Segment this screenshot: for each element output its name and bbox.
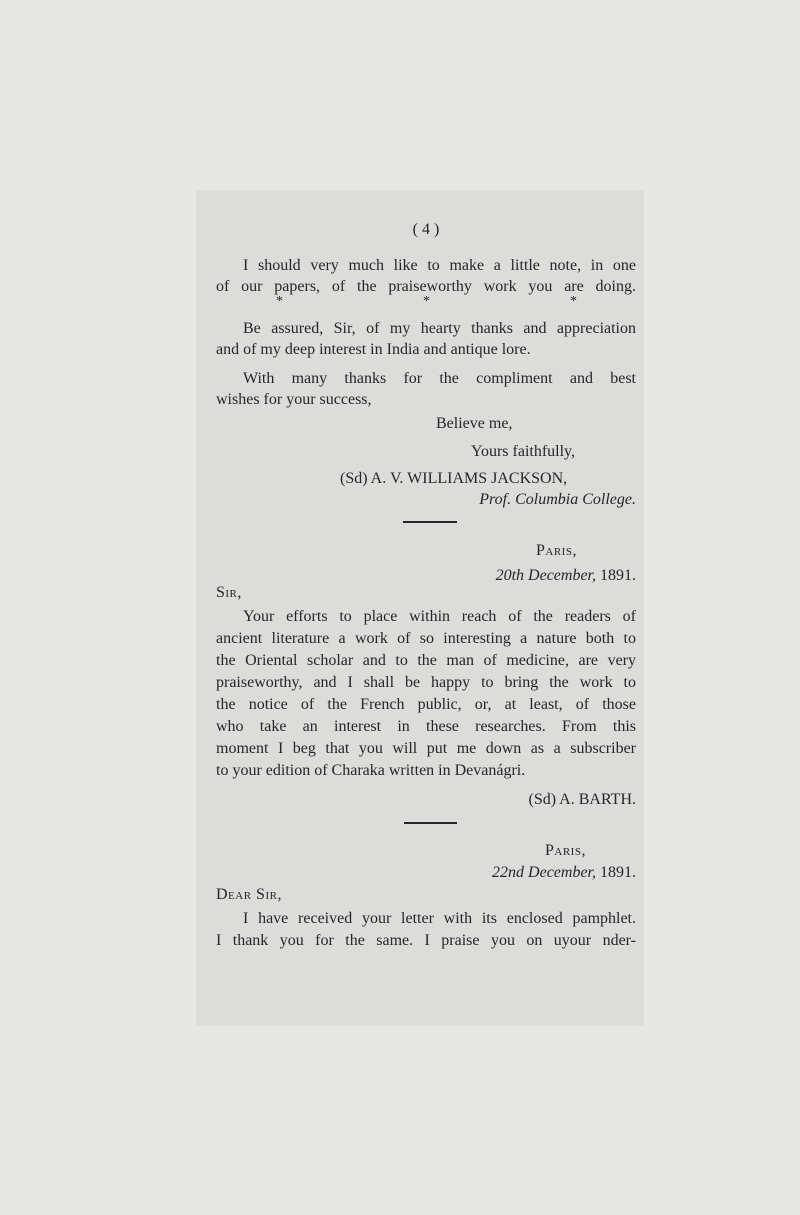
letter3-place — [216, 840, 636, 861]
letter2-line: Your efforts to place within reach of the readers of — [243, 608, 636, 625]
letter3-date — [216, 862, 636, 883]
closing-yours-faithfully: Yours faithfully, — [471, 443, 576, 460]
page-number: ( 4 ) — [412, 221, 440, 238]
date-day: 20th — [495, 567, 525, 584]
section-divider — [403, 521, 457, 523]
letter2-place — [216, 540, 636, 561]
star: * — [423, 294, 430, 309]
letter1-para3-line2: wishes for your success, — [216, 391, 372, 408]
signature-barth: (Sd) A. BARTH. — [528, 791, 636, 808]
date-year: 1891. — [600, 864, 636, 881]
letter2-line: moment I beg that you will put me down as a subscriber — [216, 740, 636, 757]
letter3-salutation: Dear Sir, — [216, 886, 282, 903]
letter1-para2-line2: and of my deep interest in India and antique lore. — [216, 341, 531, 358]
letter1-para3-line1: With many thanks for the compliment and best — [243, 370, 636, 387]
letter3-line2: I thank you for the same. I praise you on uyour nder- — [216, 932, 636, 949]
letter1-line1: I should very much like to make a little note, in one — [243, 257, 636, 274]
letter2-line: to your edition of Charaka written in Devanágri. — [216, 762, 526, 779]
letter2-line: the Oriental scholar and to the man of medicine, are very — [216, 652, 636, 669]
star: * — [276, 294, 283, 309]
date-month: December, — [528, 864, 596, 881]
closing-believe-me: Believe me, — [436, 415, 513, 432]
letter2-line: ancient literature a work of so interesting a nature both to — [216, 630, 636, 647]
signature-title: Prof. Columbia College. — [479, 491, 636, 508]
letter2-line: praiseworthy, and I shall be happy to bring the work to — [216, 674, 636, 691]
date-month: December, — [528, 567, 596, 584]
place-name: Paris, — [536, 542, 577, 559]
letter3-line1: I have received your letter with its enclosed pamphlet. — [243, 910, 636, 927]
section-stars — [216, 294, 636, 310]
date-year: 1891. — [600, 567, 636, 584]
section-divider — [404, 822, 457, 824]
letter1-para2-line1: Be assured, Sir, of my hearty thanks and appreciation — [243, 320, 636, 337]
letter1-line2: of our papers, of the praiseworthy work you are doing. — [216, 278, 636, 295]
letter2-line: who take an interest in these researches. From this — [216, 718, 636, 735]
star: * — [570, 294, 577, 309]
letter2-line: the notice of the French public, or, at least, of those — [216, 696, 636, 713]
date-day: 22nd — [492, 864, 525, 881]
signature-williams-jackson: (Sd) A. V. WILLIAMS JACKSON, — [340, 470, 568, 487]
place-name: Paris, — [545, 842, 586, 859]
letter2-salutation: Sir, — [216, 584, 242, 601]
